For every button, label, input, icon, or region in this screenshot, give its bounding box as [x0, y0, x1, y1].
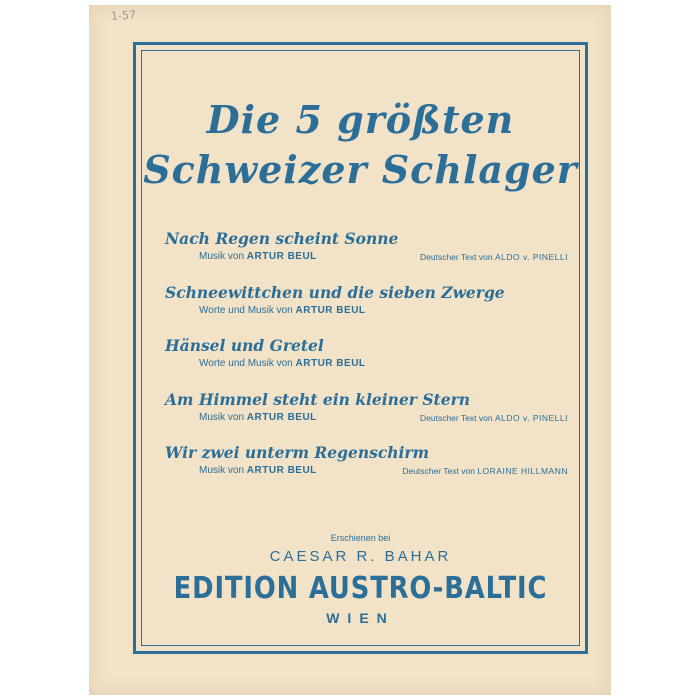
song-credit: [199, 464, 568, 479]
credit-prefix: Worte und Musik von: [199, 304, 293, 316]
sheet-music-cover: [89, 5, 611, 695]
publisher-intro: Erschienen bei: [330, 533, 391, 543]
lyrics-credit: [402, 466, 568, 476]
composer: ARTUR BEUL: [295, 357, 366, 369]
song-title: Schneewittchen und die sieben Zwerge: [165, 283, 505, 302]
lyricist: ALDO v. PINELLI: [494, 412, 568, 423]
composer: ARTUR BEUL: [246, 411, 317, 423]
publisher-name: CAESAR R. BAHAR: [269, 548, 452, 565]
song-title: Wir zwei unterm Regenschirm: [165, 443, 429, 462]
song-entry: [165, 443, 568, 479]
song-title: Nach Regen scheint Sonne: [165, 229, 399, 248]
credit-prefix: Worte und Musik von: [199, 357, 293, 369]
song-title: Am Himmel steht ein kleiner Stern: [165, 390, 471, 409]
title-line-2: Schweizer Schlager: [143, 147, 578, 192]
credit-prefix: Musik von: [199, 411, 245, 423]
edition-name: EDITION AUSTRO-BALTIC: [173, 571, 548, 606]
credit-prefix: Musik von: [199, 250, 245, 262]
lyrics-credit: [420, 413, 568, 423]
song-entry: [165, 285, 565, 319]
composer: ARTUR BEUL: [246, 250, 317, 262]
composer: ARTUR BEUL: [246, 464, 317, 476]
song-entry: [165, 338, 565, 372]
title-line-1: Die 5 größten: [206, 97, 515, 142]
lyrics-prefix: Deutscher Text von: [402, 465, 475, 476]
song-credit: [199, 305, 565, 319]
lyricist: ALDO v. PINELLI: [494, 251, 568, 262]
song-entry: [165, 390, 568, 426]
lyricist: LORAINE HILLMANN: [477, 465, 568, 476]
song-credit: [199, 250, 568, 265]
song-title: Hänsel und Gretel: [165, 336, 324, 355]
pencil-note: 1-57: [110, 8, 137, 23]
lyrics-prefix: Deutscher Text von: [420, 251, 493, 262]
song-entry: [165, 229, 568, 265]
lyrics-prefix: Deutscher Text von: [420, 412, 493, 423]
decorative-frame: [133, 42, 588, 654]
credit-prefix: Musik von: [199, 464, 245, 476]
publisher-city: WIEN: [326, 610, 395, 626]
song-credit: [199, 358, 565, 372]
song-credit: [199, 411, 568, 426]
lyrics-credit: [420, 252, 568, 262]
composer: ARTUR BEUL: [295, 304, 366, 316]
